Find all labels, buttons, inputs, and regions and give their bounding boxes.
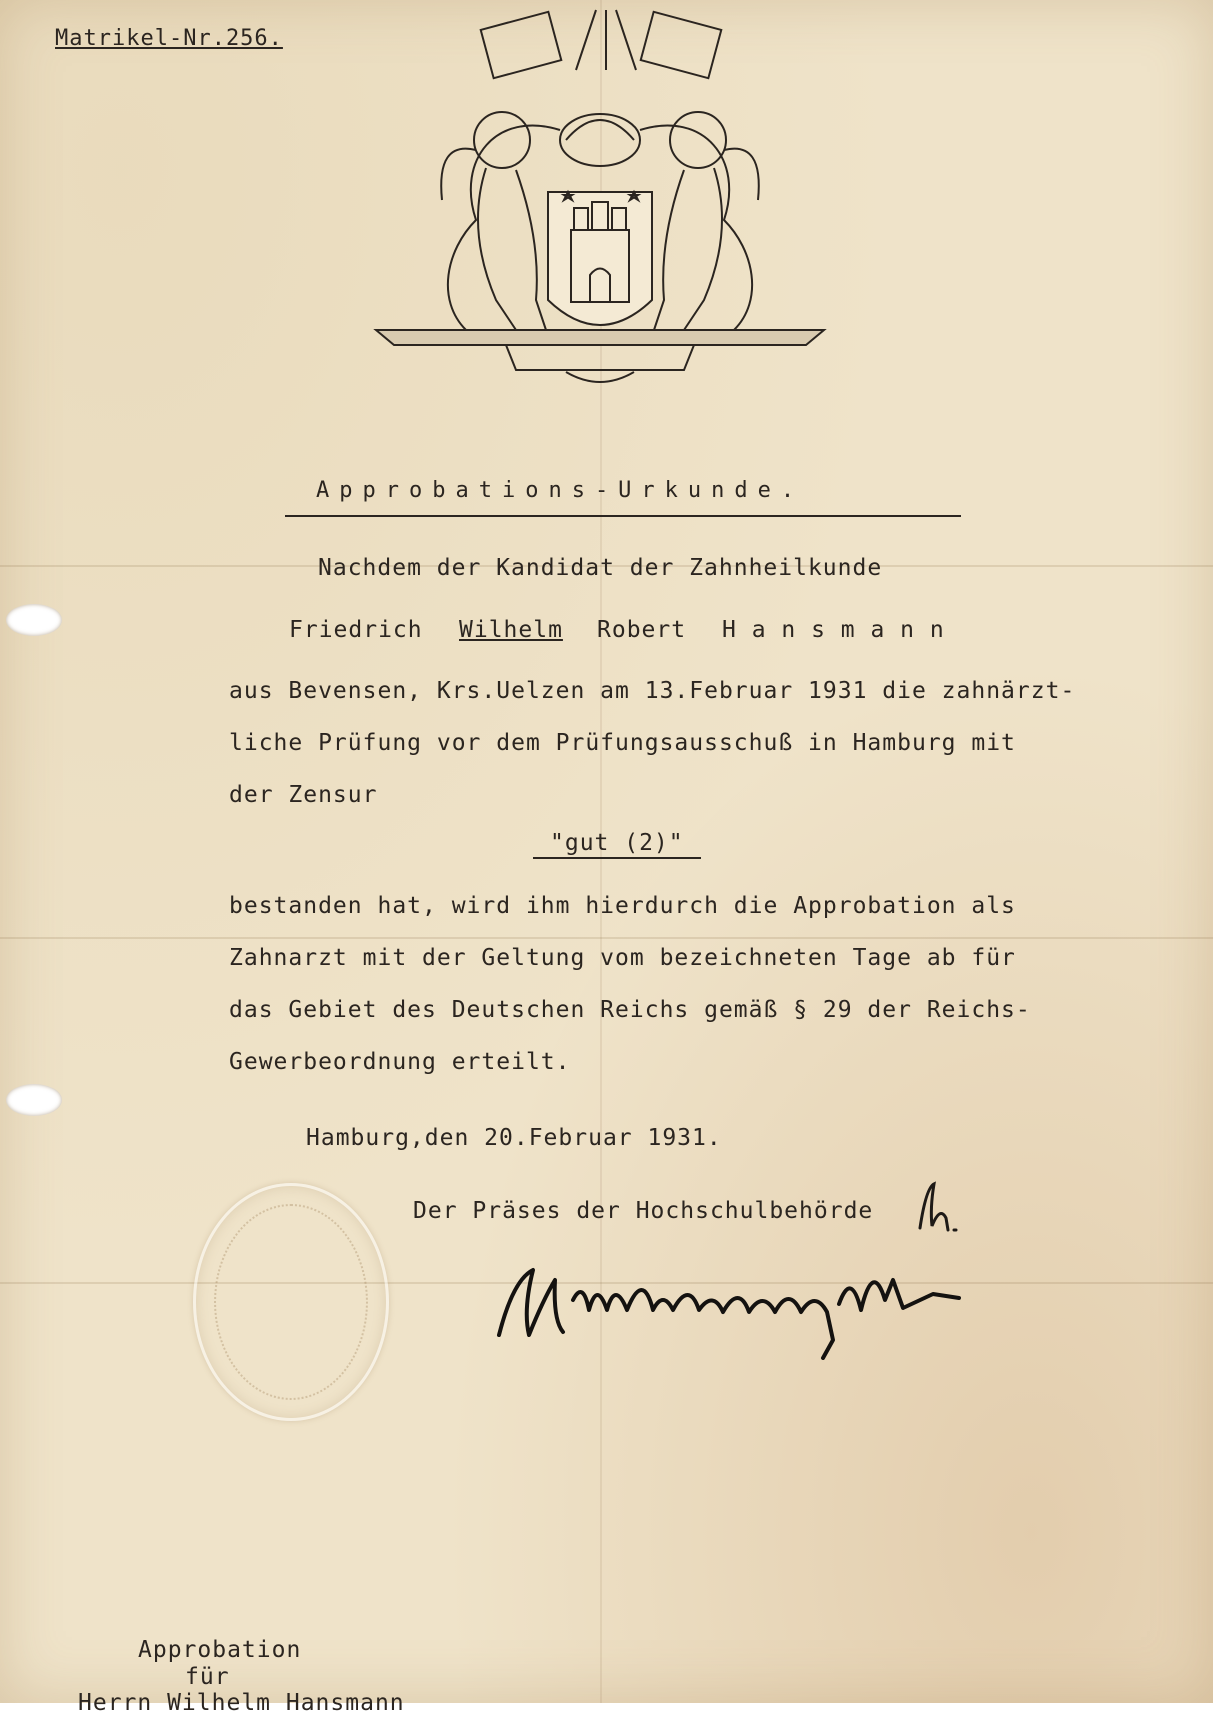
- body-line: der Zensur: [229, 782, 378, 808]
- coat-of-arms-emblem: [366, 0, 834, 410]
- punch-hole: [6, 1084, 62, 1116]
- name-middle: Wilhelm: [459, 617, 563, 643]
- name-first: Friedrich: [289, 617, 423, 643]
- name-last: H a n s m a n n: [722, 617, 945, 643]
- intro-line: Nachdem der Kandidat der Zahnheilkunde: [318, 555, 883, 581]
- grade: "gut (2)": [550, 830, 684, 856]
- name-third: Robert: [597, 617, 687, 643]
- place-date: Hamburg,den 20.Februar 1931.: [306, 1125, 722, 1151]
- body-line: Gewerbeordnung erteilt.: [229, 1049, 571, 1075]
- footer-line: für: [185, 1664, 230, 1690]
- footer-line: Approbation: [138, 1637, 302, 1663]
- embossed-seal: [193, 1183, 389, 1421]
- footer-line: Herrn Wilhelm Hansmann: [78, 1690, 405, 1716]
- grade-underline: [533, 857, 701, 859]
- authority-title: Der Präses der Hochschulbehörde: [413, 1198, 874, 1224]
- matrikel-number: Matrikel-Nr.256.: [55, 26, 283, 51]
- paper-fold: [0, 937, 1213, 939]
- punch-hole: [6, 604, 62, 636]
- initial-paraph: [912, 1178, 960, 1238]
- document-title: Approbations-Urkunde.: [316, 478, 805, 503]
- body-line: bestanden hat, wird ihm hierdurch die Approbation als: [229, 893, 1016, 919]
- body-line: aus Bevensen, Krs.Uelzen am 13.Februar 1931 die zahnärzt-: [229, 678, 1076, 704]
- handwritten-signature: [493, 1240, 963, 1360]
- body-line: liche Prüfung vor dem Prüfungsausschuß in Hamburg mit: [229, 730, 1016, 756]
- title-underline: [285, 515, 961, 517]
- body-line: das Gebiet des Deutschen Reichs gemäß § 29 der Reichs-: [229, 997, 1031, 1023]
- body-line: Zahnarzt mit der Geltung vom bezeichneten Tage ab für: [229, 945, 1016, 971]
